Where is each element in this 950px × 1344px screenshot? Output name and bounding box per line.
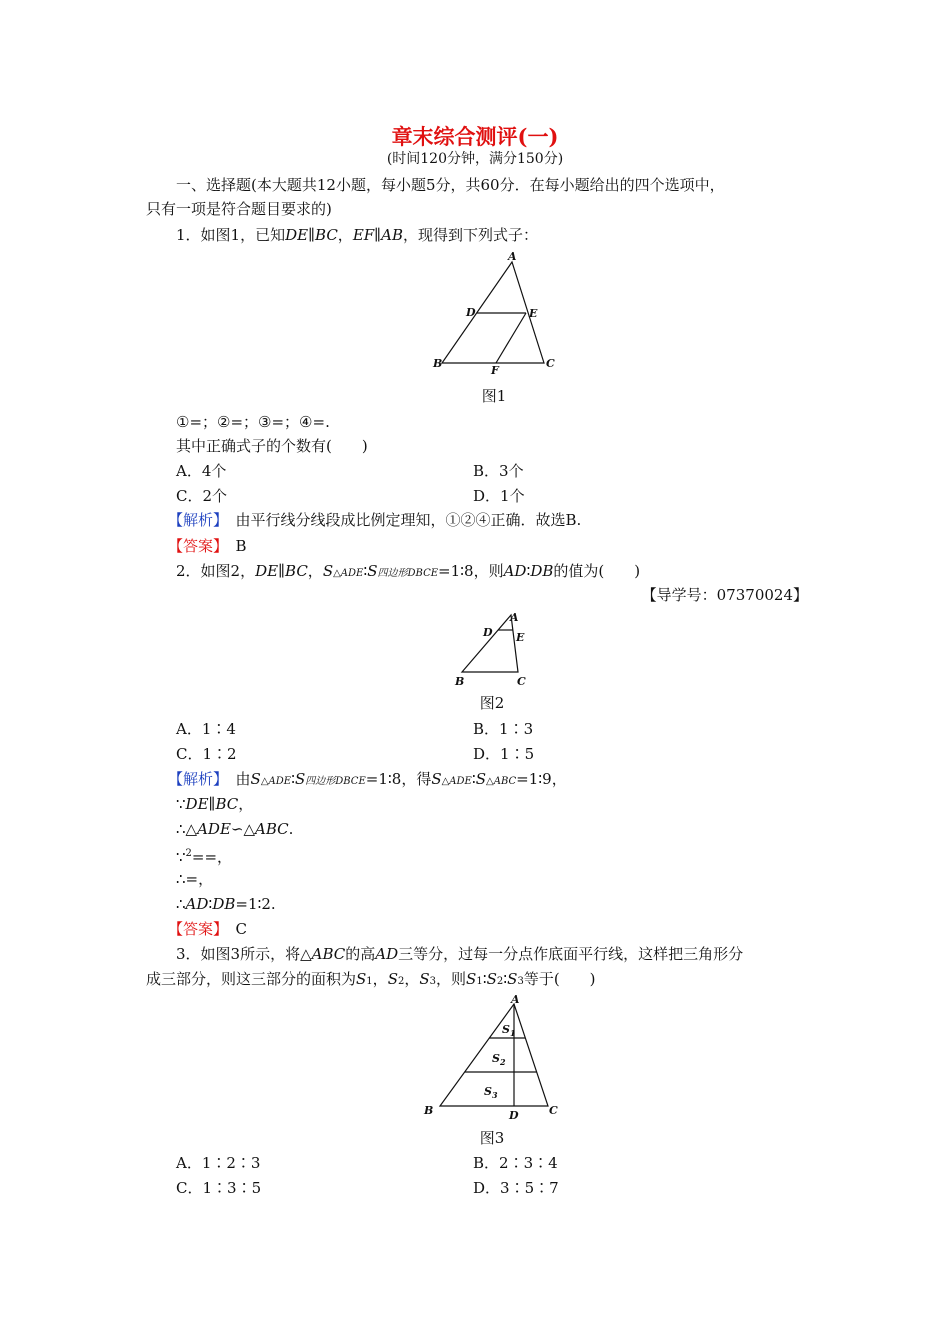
q2-step-3 [176, 844, 232, 867]
q3-figure [420, 995, 565, 1122]
q2-parallel: ∥ [278, 562, 286, 580]
q2-label-c: C [517, 675, 526, 688]
q2-step2-end: . [288, 820, 294, 838]
q1-answer-value: B [235, 537, 247, 555]
q2-step2-abc: ABC [255, 820, 289, 838]
q2-colon: ∶ [363, 562, 368, 580]
q2-figure [450, 610, 535, 688]
q3-s1: S [356, 970, 367, 988]
q2-analysis-colon2: ∶ [471, 770, 476, 788]
q1-label-d: D [466, 306, 476, 319]
section-intro-line2: 只有一项是符合题目要求的) [146, 200, 332, 218]
q3-triangle-name: ABC [311, 945, 346, 963]
q1-formulas: ①=；②=；③=；④=. [176, 413, 330, 431]
q2-ratio: =1∶8，则 [438, 562, 504, 580]
q2-step3-exponent: 2 [185, 848, 192, 859]
q1-stem [176, 225, 538, 245]
q2-area-s2: S [367, 562, 378, 580]
q2-step-5 [176, 894, 276, 914]
q2-label-a: A [510, 611, 519, 624]
q1-option-d: D．1个 [473, 487, 525, 505]
q1-analysis [168, 510, 581, 530]
q3-label-s3: $S_3$ [484, 1085, 498, 1100]
q2-step1-de: DE [185, 795, 209, 813]
q1-option-b: B．3个 [473, 462, 524, 480]
q1-label-c: C [546, 357, 555, 370]
q1-question: 其中正确式子的个数有( ) [176, 437, 368, 455]
q2-step-4: ∴=， [176, 870, 214, 888]
q3-label-b: B [424, 1104, 434, 1117]
q1-parallel-1: ∥ [308, 226, 316, 244]
q2-answer [168, 919, 247, 939]
q3-label-d: D [509, 1109, 519, 1122]
q3-r-s2: S [486, 970, 497, 988]
q3-line2-start: 成三部分，则这三部分的面积为 [146, 970, 357, 988]
q3-seg-ad: AD [375, 945, 399, 963]
q1-parallel-2: ∥ [374, 226, 382, 244]
q3-then: ，则 [436, 970, 467, 988]
q2-seg-db: DB [530, 562, 554, 580]
q2-analysis-part1: 由 [235, 770, 251, 788]
q2-step1-because: ∵ [176, 795, 186, 813]
q1-answer [168, 536, 247, 556]
q2-guide-number: 【导学号：07370024】 [641, 586, 808, 604]
q2-seg-ad: AD [503, 562, 527, 580]
q2-analysis-part2: =1∶8，得 [365, 770, 432, 788]
q2-answer-tag: 【答案】 [168, 920, 221, 938]
q1-figure [430, 250, 560, 376]
q3-s2: S [387, 970, 398, 988]
q3-label-s2: $S_2$ [492, 1052, 506, 1067]
q2-label-e: E [516, 631, 525, 644]
q1-analysis-tag: 【解析】 [168, 511, 221, 529]
q3-s3-sub: 3 [429, 976, 437, 987]
q3-option-c: C．1∶3∶5 [176, 1179, 262, 1197]
q2-analysis-s3: S [431, 770, 442, 788]
q2-comma: ， [307, 562, 323, 580]
q1-option-a: A．4个 [176, 462, 227, 480]
q3-r-s3-sub: 3 [517, 976, 524, 987]
q3-comma-2: ， [404, 970, 420, 988]
q3-stem-rest: 三等分，过每一分点作底面平行线，这样把三角形分 [398, 945, 744, 963]
q1-seg-ef: EF [352, 226, 375, 244]
q2-figure-caption: 图2 [479, 694, 505, 712]
q2-analysis-sub-abc: △ABC [486, 776, 517, 787]
q2-analysis-s2: S [294, 770, 306, 788]
q2-analysis-tag: 【解析】 [168, 770, 221, 788]
page-subtitle: (时间120分钟，满分150分) [386, 151, 564, 167]
q2-answer-value: C [235, 920, 248, 938]
q1-label-e: E [529, 307, 538, 320]
q2-step5-db: DB [212, 895, 236, 913]
q2-analysis-colon1: ∶ [291, 770, 295, 788]
q2-stem-end: 的值为( ) [553, 562, 641, 580]
q3-option-b: B．2∶3∶4 [473, 1154, 558, 1172]
q3-stem-start: 3．如图3所示，将△ [176, 945, 312, 963]
q2-analysis-sub-dbce: 四边形DBCE [305, 776, 366, 787]
q2-option-d: D．1∶5 [473, 745, 535, 763]
q3-s1-sub: 1 [366, 976, 373, 987]
q3-s2-sub: 2 [397, 976, 405, 987]
q3-stem-line1 [176, 944, 743, 964]
q2-label-d: D [483, 626, 493, 639]
q3-colon-2: ∶ [503, 970, 508, 988]
q2-stem-start: 2．如图2， [176, 562, 256, 580]
q1-label-b: B [433, 357, 443, 370]
q2-label-b: B [455, 675, 465, 688]
q3-figure-caption: 图3 [479, 1129, 505, 1147]
q1-answer-tag: 【答案】 [168, 537, 221, 555]
q2-analysis-s1: S [250, 770, 261, 788]
q2-step5-ad: AD [185, 895, 209, 913]
q3-r-s1-sub: 1 [476, 976, 483, 987]
q1-seg-bc: BC [315, 226, 338, 244]
q2-seg-de: DE [255, 562, 279, 580]
q2-option-a: A．1∶4 [176, 720, 236, 738]
q3-stem-line2 [146, 969, 596, 992]
q2-analysis-s4: S [475, 770, 487, 788]
q3-stem-height: 的高 [345, 945, 376, 963]
q3-option-d: D．3∶5∶7 [473, 1179, 559, 1197]
q2-seg-bc: BC [285, 562, 308, 580]
q2-option-c: C．1∶2 [176, 745, 237, 763]
q3-label-s1: $S_1$ [502, 1023, 516, 1038]
q3-comma-1: ， [372, 970, 388, 988]
q1-label-f: F [491, 364, 499, 376]
q2-stem [176, 561, 640, 584]
q2-step5-therefore: ∴ [176, 895, 186, 913]
q3-s3: S [419, 970, 430, 988]
q2-step5-end: =1∶2. [235, 895, 276, 913]
q3-r-s2-sub: 2 [496, 976, 504, 987]
q2-colon-2: ∶ [526, 562, 531, 580]
q2-step-2 [176, 819, 293, 839]
q2-area-s1-sub: △ADE [333, 568, 364, 579]
q1-analysis-text: 由平行线分线段成比例定理知，①②④正确．故选B. [235, 511, 582, 529]
q3-line2-end: 等于( ) [523, 970, 596, 988]
q2-step1-end: ， [238, 795, 254, 813]
q2-step1-parallel: ∥ [208, 795, 216, 813]
q3-colon-1: ∶ [482, 970, 487, 988]
q1-line-ef [496, 313, 526, 363]
q2-step1-bc: BC [215, 795, 239, 813]
q1-label-a: A [508, 250, 517, 263]
q2-step-1 [176, 794, 253, 814]
q1-figure-caption: 图1 [481, 387, 507, 405]
q1-stem-start: 1．如图1，已知 [176, 226, 286, 244]
q3-r-s1: S [466, 970, 477, 988]
q1-seg-ab: AB [381, 226, 403, 244]
q2-step2-ade: ADE [197, 820, 231, 838]
q2-analysis-sub-ade-2: △ADE [441, 776, 472, 787]
q2-analysis-part3: =1∶9， [516, 770, 567, 788]
q2-analysis-sub-ade: △ADE [260, 776, 292, 787]
q2-step3-end: ==， [191, 848, 233, 866]
q1-stem-end: ，现得到下列式子： [402, 226, 538, 244]
q2-step3-because: ∵ [176, 848, 186, 866]
q1-option-c: C．2个 [176, 487, 228, 505]
q2-area-s1: S [322, 562, 334, 580]
q3-label-a: A [511, 995, 520, 1006]
q2-option-b: B．1∶3 [473, 720, 534, 738]
q3-option-a: A．1∶2∶3 [176, 1154, 261, 1172]
section-intro-line1: 一、选择题(本大题共12小题，每小题5分，共60分．在每小题给出的四个选项中， [176, 176, 725, 194]
q1-comma: ， [337, 226, 353, 244]
q3-label-c: C [549, 1104, 558, 1117]
q2-step2-therefore: ∴△ [176, 820, 198, 838]
q3-r-s3: S [507, 970, 518, 988]
q2-analysis [168, 769, 567, 792]
q2-step2-similar: ∽△ [230, 820, 256, 838]
q2-area-s2-sub: 四边形DBCE [377, 568, 439, 579]
q2-step5-colon: ∶ [208, 895, 213, 913]
q1-seg-de: DE [285, 226, 309, 244]
page-title: 章末综合测评(一) [391, 124, 559, 149]
